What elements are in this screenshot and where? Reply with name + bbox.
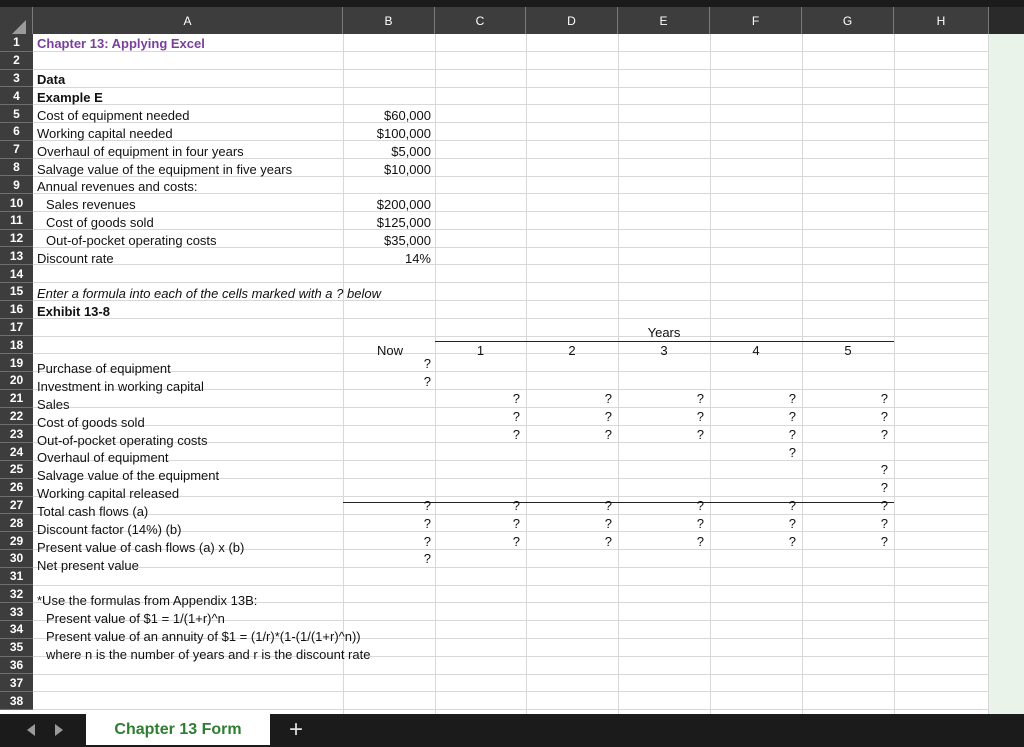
formula-cell-d28[interactable]: ? xyxy=(604,515,612,531)
row-header-15[interactable]: 15 xyxy=(0,283,33,301)
row-header-23[interactable]: 23 xyxy=(0,425,33,443)
cell-e18[interactable]: 3 xyxy=(660,343,668,358)
row-header-28[interactable]: 28 xyxy=(0,514,33,532)
gridline-horizontal xyxy=(33,140,989,141)
row-header-32[interactable]: 32 xyxy=(0,585,33,603)
cell-a15[interactable]: Enter a formula into each of the cells marked with a ? below xyxy=(37,286,381,301)
years-underline xyxy=(435,341,894,342)
formula-cell-b20[interactable]: ? xyxy=(423,373,431,389)
gridline-horizontal xyxy=(33,567,989,568)
cell-a3[interactable]: Data xyxy=(37,72,66,87)
formula-cell-d23[interactable]: ? xyxy=(604,426,612,442)
cell-b7[interactable]: $5,000 xyxy=(391,144,431,159)
cell-b11[interactable]: $125,000 xyxy=(376,215,431,230)
column-header-f[interactable]: F xyxy=(710,7,802,34)
formula-cell-f23[interactable]: ? xyxy=(788,426,796,442)
sheet-tab-chapter-13-form[interactable]: Chapter 13 Form xyxy=(86,714,270,745)
cell-a23[interactable]: Out-of-pocket operating costs xyxy=(37,433,208,448)
formula-cell-f29[interactable]: ? xyxy=(788,533,796,549)
formula-cell-e21[interactable]: ? xyxy=(696,391,704,407)
gridline-horizontal xyxy=(33,336,989,337)
cell-a12[interactable]: Out-of-pocket operating costs xyxy=(46,233,217,248)
formula-cell-g27[interactable]: ? xyxy=(880,498,888,514)
formula-cell-b27[interactable]: ? xyxy=(423,498,431,514)
cell-a30[interactable]: Net present value xyxy=(37,558,139,573)
formula-cell-e28[interactable]: ? xyxy=(696,515,704,531)
gridline-vertical xyxy=(618,34,619,714)
cell-c18[interactable]: 1 xyxy=(476,343,485,358)
cell-e17-years[interactable]: Years xyxy=(647,325,681,340)
gridline-horizontal xyxy=(33,87,989,88)
formula-cell-c22[interactable]: ? xyxy=(512,409,520,425)
row-header-22[interactable]: 22 xyxy=(0,408,33,426)
formula-cell-c28[interactable]: ? xyxy=(512,515,520,531)
gridline-vertical xyxy=(894,34,895,714)
cell-a20[interactable]: Investment in working capital xyxy=(37,379,204,394)
gridline-horizontal xyxy=(33,211,989,212)
cell-a11[interactable]: Cost of goods sold xyxy=(46,215,154,230)
row-header-11[interactable]: 11 xyxy=(0,212,33,230)
window-top-bar xyxy=(0,0,1024,7)
row-header-37[interactable]: 37 xyxy=(0,674,33,692)
cell-b10[interactable]: $200,000 xyxy=(376,197,431,212)
row-header-17[interactable]: 17 xyxy=(0,319,33,337)
row-header-18[interactable]: 18 xyxy=(0,336,33,354)
row-header-2[interactable]: 2 xyxy=(0,52,33,70)
cell-b8[interactable]: $10,000 xyxy=(384,162,431,177)
row-header-20[interactable]: 20 xyxy=(0,372,33,390)
row-header-36[interactable]: 36 xyxy=(0,657,33,675)
formula-cell-c29[interactable]: ? xyxy=(512,533,520,549)
formula-cell-d22[interactable]: ? xyxy=(604,409,612,425)
formula-cell-f28[interactable]: ? xyxy=(788,515,796,531)
column-header-e[interactable]: E xyxy=(618,7,710,34)
cell-b6[interactable]: $100,000 xyxy=(376,126,431,141)
formula-cell-c23[interactable]: ? xyxy=(512,426,520,442)
cell-a8[interactable]: Salvage value of the equipment in five years xyxy=(37,162,293,177)
column-header-h[interactable]: H xyxy=(894,7,989,34)
prev-sheet-icon[interactable] xyxy=(27,724,35,736)
column-header-b[interactable]: B xyxy=(343,7,435,34)
cell-a5[interactable]: Cost of equipment needed xyxy=(37,108,190,123)
column-header-d[interactable]: D xyxy=(526,7,618,34)
formula-cell-f22[interactable]: ? xyxy=(788,409,796,425)
cell-a9[interactable]: Annual revenues and costs: xyxy=(37,179,198,194)
gridline-horizontal xyxy=(33,691,989,692)
cell-b18[interactable]: Now xyxy=(376,343,403,358)
cell-b12[interactable]: $35,000 xyxy=(384,233,431,248)
row-header-8[interactable]: 8 xyxy=(0,159,33,177)
cell-a34[interactable]: Present value of an annuity of $1 = (1/r)*(1-(1/(1+r)^n)) xyxy=(46,629,361,644)
gridline-horizontal xyxy=(33,282,989,283)
formula-cell-b28[interactable]: ? xyxy=(423,515,431,531)
gridline-horizontal xyxy=(33,674,989,675)
row-header-1[interactable]: 1 xyxy=(0,34,33,52)
row-header-5[interactable]: 5 xyxy=(0,105,33,123)
row-header-35[interactable]: 35 xyxy=(0,639,33,657)
row-header-7[interactable]: 7 xyxy=(0,141,33,159)
formula-cell-g26[interactable]: ? xyxy=(880,480,888,496)
gridline-vertical xyxy=(435,34,436,714)
cell-d18[interactable]: 2 xyxy=(568,343,576,358)
row-header-26[interactable]: 26 xyxy=(0,479,33,497)
formula-cell-b29[interactable]: ? xyxy=(423,533,431,549)
cell-a32[interactable]: *Use the formulas from Appendix 13B: xyxy=(37,593,258,608)
formula-cell-g28[interactable]: ? xyxy=(880,515,888,531)
formula-cell-e29[interactable]: ? xyxy=(696,533,704,549)
formula-cell-f21[interactable]: ? xyxy=(788,391,796,407)
formula-cell-g25[interactable]: ? xyxy=(880,462,888,478)
cell-a16[interactable]: Exhibit 13-8 xyxy=(37,304,110,319)
row-header-30[interactable]: 30 xyxy=(0,550,33,568)
gridline-vertical xyxy=(526,34,527,714)
gridline-horizontal xyxy=(33,69,989,70)
cell-a29[interactable]: Present value of cash flows (a) x (b) xyxy=(37,540,245,555)
row-header-13[interactable]: 13 xyxy=(0,247,33,265)
formula-cell-f24[interactable]: ? xyxy=(788,444,796,460)
row-header-25[interactable]: 25 xyxy=(0,461,33,479)
formula-cell-d29[interactable]: ? xyxy=(604,533,612,549)
cell-b5[interactable]: $60,000 xyxy=(384,108,431,123)
row-header-6[interactable]: 6 xyxy=(0,123,33,141)
select-all-corner[interactable] xyxy=(0,7,33,34)
cell-a7[interactable]: Overhaul of equipment in four years xyxy=(37,144,244,159)
row-header-38[interactable]: 38 xyxy=(0,692,33,710)
add-sheet-button[interactable]: + xyxy=(288,715,303,743)
cell-a25[interactable]: Salvage value of the equipment xyxy=(37,468,220,483)
cell-a26[interactable]: Working capital released xyxy=(37,486,180,501)
gridline-vertical xyxy=(710,34,711,714)
gridline-horizontal xyxy=(33,585,989,586)
gridline-horizontal xyxy=(33,104,989,105)
row-header-33[interactable]: 33 xyxy=(0,603,33,621)
cell-a10[interactable]: Sales revenues xyxy=(46,197,136,212)
cell-b13[interactable]: 14% xyxy=(404,251,431,266)
formula-cell-g23[interactable]: ? xyxy=(880,426,888,442)
formula-cell-c27[interactable]: ? xyxy=(512,498,520,514)
gridline-horizontal xyxy=(33,264,989,265)
row-header-19[interactable]: 19 xyxy=(0,354,33,372)
formula-cell-e23[interactable]: ? xyxy=(696,426,704,442)
cell-g18[interactable]: 5 xyxy=(844,343,852,358)
cell-a21[interactable]: Sales xyxy=(37,397,70,412)
cell-a28[interactable]: Discount factor (14%) (b) xyxy=(37,522,182,537)
row-header-24[interactable]: 24 xyxy=(0,443,33,461)
column-header-a[interactable]: A xyxy=(33,7,343,34)
cell-a13[interactable]: Discount rate xyxy=(37,251,114,266)
gridline-horizontal xyxy=(33,709,989,710)
formula-cell-g21[interactable]: ? xyxy=(880,391,888,407)
formula-cell-f27[interactable]: ? xyxy=(788,498,796,514)
formula-cell-c21[interactable]: ? xyxy=(512,391,520,407)
gridline-horizontal xyxy=(33,371,989,372)
row-header-4[interactable]: 4 xyxy=(0,87,33,105)
formula-cell-e22[interactable]: ? xyxy=(696,409,704,425)
formula-cell-d27[interactable]: ? xyxy=(604,498,612,514)
cell-a1[interactable]: Chapter 13: Applying Excel xyxy=(37,36,205,51)
row-header-34[interactable]: 34 xyxy=(0,621,33,639)
formula-cell-g22[interactable]: ? xyxy=(880,409,888,425)
header-scroll-area xyxy=(989,7,1024,34)
row-header-16[interactable]: 16 xyxy=(0,301,33,319)
formula-cell-d21[interactable]: ? xyxy=(604,391,612,407)
formula-cell-b19[interactable]: ? xyxy=(423,355,431,371)
cell-a6[interactable]: Working capital needed xyxy=(37,126,173,141)
formula-cell-e27[interactable]: ? xyxy=(696,498,704,514)
cell-a33[interactable]: Present value of $1 = 1/(1+r)^n xyxy=(46,611,225,626)
cell-a22[interactable]: Cost of goods sold xyxy=(37,415,145,430)
cell-a19[interactable]: Purchase of equipment xyxy=(37,361,171,376)
gridline-vertical xyxy=(802,34,803,714)
cell-a24[interactable]: Overhaul of equipment xyxy=(37,450,169,465)
gridline-horizontal xyxy=(33,318,989,319)
cell-f18[interactable]: 4 xyxy=(752,343,760,358)
row-header-21[interactable]: 21 xyxy=(0,390,33,408)
row-header-3[interactable]: 3 xyxy=(0,70,33,88)
gridline-vertical xyxy=(988,34,989,714)
column-i-area xyxy=(989,34,1024,714)
row-header-9[interactable]: 9 xyxy=(0,176,33,194)
row-header-27[interactable]: 27 xyxy=(0,497,33,515)
column-header-g[interactable]: G xyxy=(802,7,894,34)
column-header-c[interactable]: C xyxy=(435,7,526,34)
row-header-10[interactable]: 10 xyxy=(0,194,33,212)
formula-cell-g29[interactable]: ? xyxy=(880,533,888,549)
formula-cell-b30[interactable]: ? xyxy=(423,551,431,567)
row-header-14[interactable]: 14 xyxy=(0,265,33,283)
cell-a4[interactable]: Example E xyxy=(37,90,103,105)
gridline-horizontal xyxy=(33,229,989,230)
row-header-31[interactable]: 31 xyxy=(0,568,33,586)
next-sheet-icon[interactable] xyxy=(55,724,63,736)
row-header-12[interactable]: 12 xyxy=(0,230,33,248)
cell-a35[interactable]: where n is the number of years and r is the discount rate xyxy=(46,647,371,662)
cell-a27[interactable]: Total cash flows (a) xyxy=(37,504,149,519)
row-header-29[interactable]: 29 xyxy=(0,532,33,550)
